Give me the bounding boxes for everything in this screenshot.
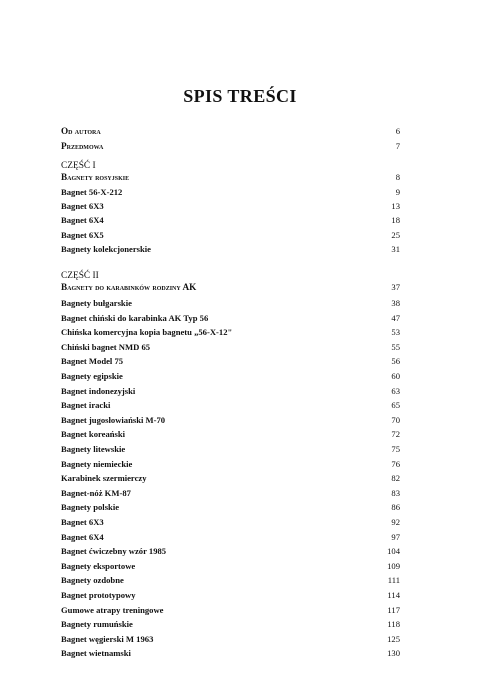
toc-entry-label: Gumowe atrapy treningowe <box>61 604 164 615</box>
toc-entry-page: 75 <box>391 444 400 454</box>
toc-entry <box>61 589 400 602</box>
toc-entry <box>61 443 400 456</box>
toc-entry-page: 65 <box>391 400 400 411</box>
toc-entry-label: Bagnet chiński do karabinka AK Typ 56 <box>61 312 209 323</box>
toc-entry <box>61 487 400 500</box>
toc-entry-label: Od autora <box>61 126 101 136</box>
toc-entry-page: 6 <box>395 126 400 136</box>
toc-entry-page: 38 <box>391 298 400 308</box>
toc-entry <box>61 458 400 471</box>
toc-entry-label: Bagnety litewskie <box>61 444 126 454</box>
toc-entry-label: Bagnet indonezyjski <box>61 385 136 396</box>
toc-entry-label: Bagnety eksportowe <box>61 560 136 571</box>
toc-entry-page: 92 <box>391 517 400 527</box>
toc-entry-label: Karabinek szermierczy <box>61 473 147 484</box>
toc-entry-page: 125 <box>387 633 400 644</box>
toc-entry-label: Bagnet 6X3 <box>61 201 104 212</box>
toc-entry-label: Bagnet koreański <box>61 429 126 440</box>
toc-entry-label: Chiński bagnet NMD 65 <box>61 341 151 352</box>
toc-entry <box>61 214 400 227</box>
toc-entry-label: Bagnety rumuńskie <box>61 619 133 630</box>
toc-entry-label: Bagnet 6X5 <box>61 229 104 240</box>
toc-entry-page: 82 <box>391 473 400 484</box>
toc-entry <box>61 414 400 427</box>
toc-entry-page: 47 <box>391 312 400 323</box>
toc-entry-page: 55 <box>391 341 400 352</box>
toc-entry-label: Bagnety niemieckie <box>61 458 133 469</box>
toc-entry <box>61 186 400 199</box>
toc-entry-page: 83 <box>391 487 400 498</box>
toc-entry-label: Bagnet iracki <box>61 400 111 411</box>
toc-entry-label: Bagnety bułgarskie <box>61 298 132 308</box>
toc-entry-label: Bagnet 6X3 <box>61 517 104 527</box>
toc-entry-page: 8 <box>395 172 400 182</box>
toc-entry-page: 72 <box>391 429 400 440</box>
toc-entry <box>61 326 400 339</box>
toc-entry-od-autora <box>61 125 400 138</box>
toc-entry <box>61 647 400 660</box>
toc-entry <box>61 545 400 558</box>
toc-entry-label: Bagnet 56-X-212 <box>61 187 123 197</box>
toc-entry <box>61 472 400 485</box>
toc-entry <box>61 297 400 310</box>
toc-entry-label: Bagnety polskie <box>61 502 120 513</box>
toc-entry-label: Bagnet wietnamski <box>61 648 131 659</box>
toc-entry <box>61 385 400 398</box>
toc-section <box>61 281 400 294</box>
toc-entry <box>61 531 400 544</box>
toc-entry-page: 130 <box>387 648 400 659</box>
toc-entry-page: 60 <box>391 371 400 381</box>
toc-entry <box>61 312 400 325</box>
toc-entry <box>61 618 400 631</box>
toc-entry-przedmowa <box>61 140 400 153</box>
toc-entry-page: 114 <box>387 590 400 600</box>
toc-entry-page: 117 <box>387 604 400 615</box>
toc-entry-page: 70 <box>391 414 400 425</box>
toc-entry <box>61 341 400 354</box>
page-title: SPIS TREŚCI <box>183 86 297 106</box>
toc-entry-page: 109 <box>387 560 400 571</box>
toc-entry <box>61 574 400 587</box>
toc-entry-label: Przedmowa <box>61 141 104 151</box>
toc-entry-label: Bagnet Model 75 <box>61 356 124 367</box>
toc-entry <box>61 560 400 573</box>
toc-entry-page: 13 <box>391 201 400 212</box>
toc-entry <box>61 428 400 441</box>
toc-entry-page: 53 <box>391 327 400 338</box>
part-heading: CZĘŚĆ I <box>61 161 96 171</box>
toc-entry-page: 111 <box>387 575 400 586</box>
toc-entry-label: Bagnet ćwiczebny wzór 1985 <box>61 546 167 557</box>
toc-entry-page: 18 <box>391 215 400 226</box>
toc-entry-page: 76 <box>391 458 400 469</box>
toc-entry <box>61 604 400 617</box>
toc-entry-label: Bagnet prototypowy <box>61 590 136 600</box>
toc-entry-page: 31 <box>391 243 400 254</box>
toc-entry <box>61 200 400 213</box>
toc-entry-label: Bagnety kolekcjonerskie <box>61 243 151 254</box>
toc-entry-label: Bagnet 6X4 <box>61 215 104 226</box>
toc-entry-label: Bagnety egipskie <box>61 371 123 381</box>
toc-entry-page: 56 <box>391 356 400 367</box>
toc-section <box>61 171 400 184</box>
toc-entry-page: 97 <box>391 531 400 542</box>
toc-entry-label: Bagnety rosyjskie <box>61 172 130 182</box>
toc-entry-label: Chińska komercyjna kopia bagnetu „56-X-12" <box>61 327 233 338</box>
toc-entry-label: Bagnety ozdobne <box>61 575 124 586</box>
toc-entry-page: 63 <box>391 385 400 396</box>
toc-entry-label: Bagnety do karabinków rodziny AK <box>61 282 197 292</box>
toc-entry-label: Bagnet 6X4 <box>61 531 104 542</box>
toc-entry-page: 7 <box>395 141 400 151</box>
toc-entry-label: Bagnet-nóż KM-87 <box>61 487 131 498</box>
toc-entry <box>61 370 400 383</box>
toc-entry-page: 86 <box>391 502 400 513</box>
toc-entry <box>61 355 400 368</box>
toc-entry <box>61 243 400 256</box>
toc-entry <box>61 501 400 514</box>
toc-entry-label: Bagnet jugosłowiański M-70 <box>61 414 166 425</box>
part-heading: CZĘŚĆ II <box>61 271 99 281</box>
toc-entry-label: Bagnet węgierski M 1963 <box>61 633 154 644</box>
toc-entry-page: 104 <box>387 546 400 557</box>
toc-entry-page: 9 <box>395 187 400 197</box>
toc-entry-page: 25 <box>391 229 400 240</box>
toc-entry-page: 37 <box>391 282 400 292</box>
toc-entry <box>61 399 400 412</box>
toc-entry <box>61 633 400 646</box>
toc-entry-page: 118 <box>387 619 400 630</box>
toc-entry <box>61 229 400 242</box>
toc-entry <box>61 516 400 529</box>
